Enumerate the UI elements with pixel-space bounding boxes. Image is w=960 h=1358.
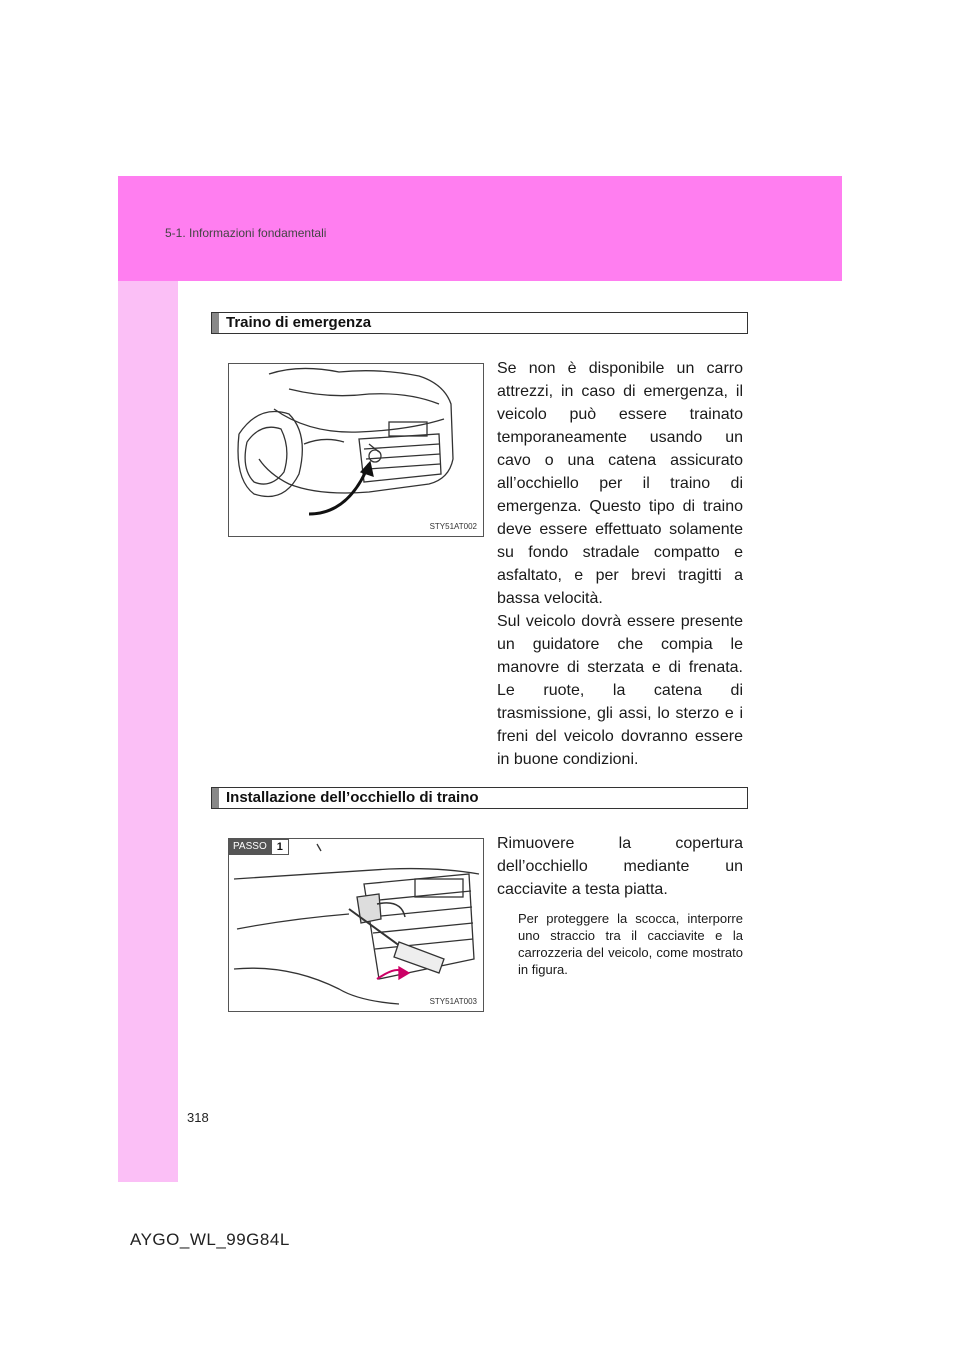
- section-title-emergency-towing: [211, 312, 748, 334]
- screwdriver-cover-illustration: [229, 839, 484, 1012]
- step-instruction: Rimuovere la copertura dell’occhiello mediante un cacciavite a testa piatta.: [497, 835, 743, 898]
- figure-code: STY51AT002: [429, 522, 477, 531]
- emergency-towing-text: [497, 357, 743, 771]
- paragraph: Se non è disponibile un carro attrezzi, in caso di emergenza, il veicolo può essere trainato temporaneamente usando un cavo o una catena assicurato all’occhiello per il traino di emergenza. Questo tipo di traino deve essere effettuato solamente su fondo stradale compatto e asfaltato, e per brevi tragitti a bassa velocità.: [497, 360, 743, 607]
- figure-remove-cover: [228, 838, 484, 1012]
- step-label: PASSO: [229, 839, 271, 855]
- car-front-illustration: [229, 364, 484, 537]
- footer-document-code: AYGO_WL_99G84L: [130, 1230, 290, 1249]
- page-sidebar-band: [118, 176, 178, 1182]
- section-title-marker: [212, 313, 219, 333]
- paragraph: Sul veicolo dovrà essere presente un guidatore che compia le manovre di sterzata e di frenata. Le ruote, la catena di trasmissione, gli assi, lo sterzo e i freni del veicolo dovranno essere in buone condizioni.: [497, 613, 743, 768]
- section-label: 5-1. Informazioni fondamentali: [165, 226, 327, 240]
- page-number: 318: [187, 1110, 209, 1125]
- step-1-text: [497, 832, 743, 901]
- step-indicator: [229, 839, 289, 855]
- step-number: 1: [271, 839, 289, 855]
- figure-code: STY51AT003: [429, 997, 477, 1006]
- section-title-marker: [212, 788, 219, 808]
- step-1-note: Per proteggere la scocca, interporre uno straccio tra il cacciavite e la carrozzeria del veicolo, come mostrato in figura.: [518, 911, 743, 977]
- figure-front-tow-eyelet: [228, 363, 484, 537]
- section-title-tow-eyelet-installation: [211, 787, 748, 809]
- section-title-text: Traino di emergenza: [226, 314, 372, 331]
- section-title-text: Installazione dell’occhiello di traino: [226, 789, 479, 806]
